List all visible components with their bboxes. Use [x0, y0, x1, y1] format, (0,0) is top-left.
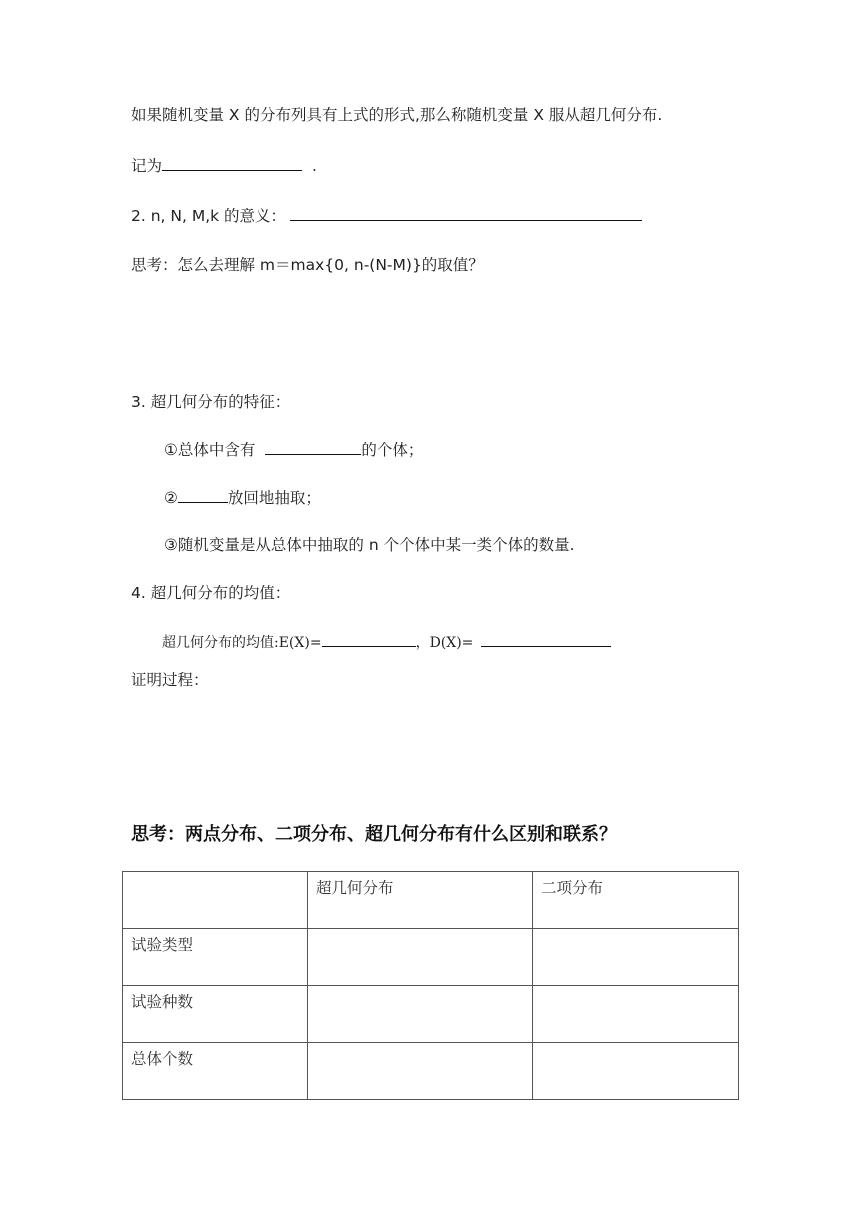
feature-2-blank[interactable] — [178, 488, 228, 503]
table-cell[interactable] — [308, 986, 533, 1043]
item-2-text: 2. n, N, M,k 的意义： — [131, 207, 287, 225]
definition-text: 如果随机变量 X 的分布列具有上式的形式,那么称随机变量 X 服从超几何分布. — [131, 106, 663, 124]
think-2-heading — [131, 820, 617, 846]
mean-variance-line — [162, 632, 611, 653]
think-1-text: 思考：怎么去理解 m＝max{0, n-(N-M)}的取值？ — [131, 256, 484, 274]
table-cell: 总体个数 — [123, 1043, 308, 1100]
item-4-line — [131, 583, 290, 603]
item-2-blank[interactable] — [290, 206, 642, 221]
table-header-row — [123, 872, 739, 929]
mean-blank[interactable] — [322, 632, 416, 647]
feature-3-text: ③随机变量是从总体中抽取的 n 个个体中某一类个体的数量. — [164, 536, 575, 554]
table-cell — [123, 872, 308, 929]
table-row — [123, 986, 739, 1043]
table-row — [123, 929, 739, 986]
variance-label: D(X)= — [429, 635, 474, 651]
feature-1-blank[interactable] — [265, 440, 361, 455]
feature-1-suffix: 的个体； — [361, 441, 424, 459]
table-cell[interactable] — [533, 929, 739, 986]
table-cell[interactable] — [308, 929, 533, 986]
table-cell[interactable] — [533, 986, 739, 1043]
feature-2-line — [164, 488, 321, 508]
table-cell[interactable] — [533, 1043, 739, 1100]
table-cell[interactable] — [308, 1043, 533, 1100]
definition-paragraph — [131, 105, 662, 125]
think-1-line — [131, 255, 484, 275]
feature-1-prefix: ①总体中含有 — [164, 441, 256, 459]
think-2-text: 思考：两点分布、二项分布、超几何分布有什么区别和联系？ — [131, 824, 617, 845]
proof-label: 证明过程： — [131, 671, 209, 689]
notation-line — [131, 156, 317, 176]
mean-label: 超几何分布的均值:E(X)= — [162, 635, 322, 651]
table-cell: 超几何分布 — [308, 872, 533, 929]
table-cell: 二项分布 — [533, 872, 739, 929]
item-4-text: 4. 超几何分布的均值： — [131, 584, 291, 602]
item-3-text: 3. 超几何分布的特征： — [131, 393, 291, 411]
item-3-line — [131, 392, 290, 412]
table-row — [123, 1043, 739, 1100]
comparison-table — [122, 871, 739, 1100]
feature-3-line — [164, 535, 575, 555]
feature-2-prefix: ② — [164, 489, 178, 507]
item-2-line — [131, 206, 642, 226]
variance-blank[interactable] — [481, 632, 611, 647]
notation-blank[interactable] — [162, 156, 302, 171]
feature-2-suffix: 放回地抽取； — [227, 489, 321, 507]
feature-1-line — [164, 440, 423, 460]
proof-line — [131, 670, 209, 690]
table-cell: 试验种数 — [123, 986, 308, 1043]
table-cell: 试验类型 — [123, 929, 308, 986]
notation-end: . — [312, 157, 317, 175]
separator: ， — [415, 635, 430, 651]
notation-label: 记为 — [131, 157, 163, 175]
